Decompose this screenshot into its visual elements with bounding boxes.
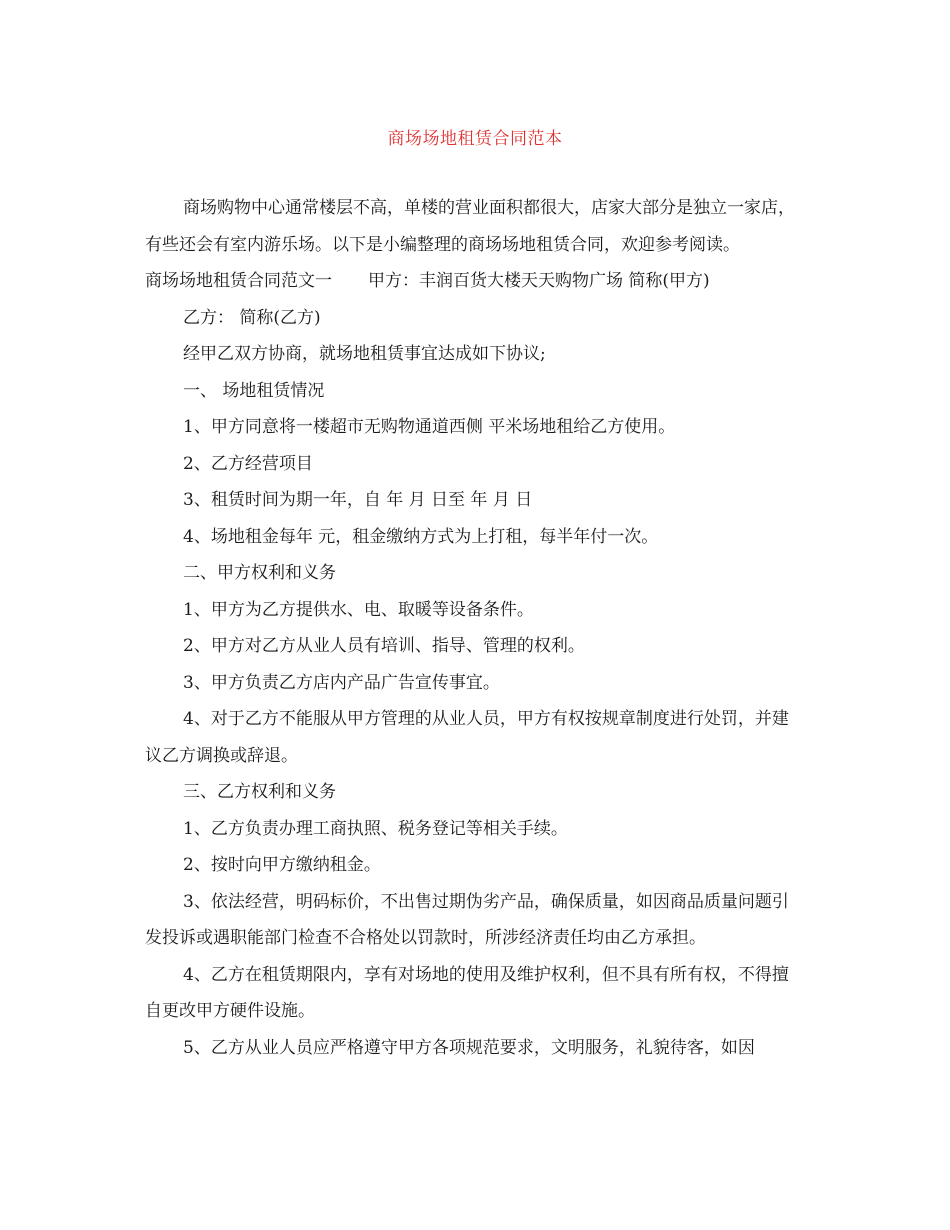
agreement-line: 经甲乙双方协商，就场地租赁事宜达成如下协议; — [183, 344, 546, 364]
section-2-item: 4、对于乙方不能服从甲方管理的从业人员，甲方有权按规章制度进行处罚，并建议乙方调换或辞退。 — [145, 709, 789, 766]
section-1-item: 4、场地租金每年 元，租金缴纳方式为上打租，每半年付一次。 — [183, 526, 659, 547]
section-1-item: 1、甲方同意将一楼超市无购物通道西侧 平米场地租给乙方使用。 — [183, 417, 676, 437]
intro-paragraph: 商场购物中心通常楼层不高，单楼的营业面积都很大，店家大部分是独立一家店，有些还会有室内游乐场。以下是小编整理的商场场地租赁合同，欢迎参考阅读。 — [145, 198, 795, 255]
section-2-item: 1、甲方为乙方提供水、电、取暖等设备条件。 — [183, 599, 534, 620]
party-b-line: 乙方： 简称(乙方) — [183, 307, 321, 328]
section-2-item: 2、甲方对乙方从业人员有培训、指导、管理的权利。 — [183, 636, 585, 656]
section-3-item: 2、按时向甲方缴纳租金。 — [183, 855, 381, 875]
section-1-item: 3、租赁时间为期一年，自 年 月 日至 年 月 日 — [183, 490, 533, 510]
section-1-item: 2、乙方经营项目 — [183, 453, 313, 474]
section-2-item: 3、甲方负责乙方店内产品广告宣传事宜。 — [183, 672, 500, 693]
section-3-item: 4、乙方在租赁期限内，享有对场地的使用及维护权利，但不具有所有权，不得擅自更改甲方硬件设施。 — [145, 964, 789, 1021]
section-3-item: 1、乙方负责办理工商执照、税务登记等相关手续。 — [183, 818, 568, 839]
section-3-item: 5、乙方从业人员应严格遵守甲方各项规范要求，文明服务，礼貌待客，如因 — [183, 1037, 755, 1058]
section-3-title: 三、乙方权利和义务 — [183, 782, 336, 802]
contract-subtitle: 商场场地租赁合同范文一 — [145, 271, 332, 291]
document-title: 商场场地租赁合同范本 — [387, 129, 563, 149]
section-1-title: 一、 场地租赁情况 — [183, 380, 325, 401]
contract-heading-line — [145, 263, 805, 300]
section-2-title: 二、甲方权利和义务 — [183, 563, 336, 583]
section-3-item: 3、依法经营，明码标价，不出售过期伪劣产品，确保质量，如因商品质量问题引发投诉或遇职能部门检查不合格处以罚款时，所涉经济责任均由乙方承担。 — [145, 891, 789, 948]
document-body — [145, 190, 805, 1066]
party-a-line: 甲方：丰润百货大楼天天购物广场 简称(甲方) — [368, 271, 710, 291]
